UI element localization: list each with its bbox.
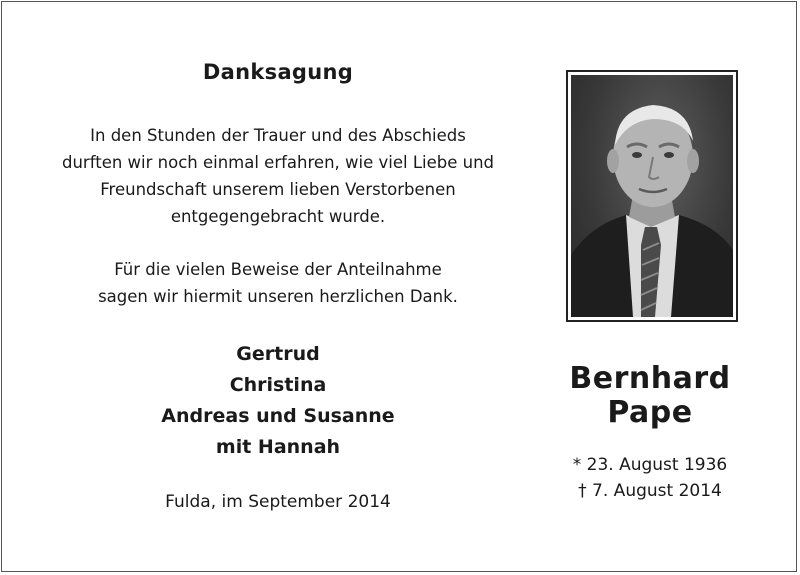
thanks-paragraph-2 <box>42 256 514 310</box>
life-dates <box>550 452 750 504</box>
portrait-photo <box>571 75 733 317</box>
first-name: Bernhard <box>569 361 731 396</box>
signatory-name: mit Hannah <box>215 436 341 458</box>
text-line: durften wir noch einmal erfahren, wie viel Liebe und <box>61 153 495 172</box>
text-line: entgegengebracht wurde. <box>170 207 386 226</box>
birth-date: * 23. August 1936 <box>572 455 728 475</box>
signatories <box>42 339 514 463</box>
thanks-paragraph-1 <box>42 122 514 230</box>
text-line: In den Stunden der Trauer und des Abschieds <box>90 126 466 145</box>
death-date: † 7. August 2014 <box>578 481 722 501</box>
deceased-name <box>550 362 750 430</box>
signatory-name: Andreas und Susanne <box>161 405 395 427</box>
signatory-name: Gertrud <box>236 343 320 365</box>
signatory-name: Christina <box>229 374 327 396</box>
portrait-frame <box>566 70 738 322</box>
text-line: Freundschaft unserem lieben Verstorbenen <box>100 180 456 199</box>
text-line: Für die vielen Beweise der Anteilnahme <box>114 260 442 279</box>
place-and-date: Fulda, im September 2014 <box>165 492 391 512</box>
obituary-card <box>1 1 797 572</box>
heading: Danksagung <box>202 60 354 84</box>
last-name: Pape <box>607 395 693 430</box>
text-line: sagen wir hiermit unseren herzlichen Dank. <box>98 287 458 306</box>
